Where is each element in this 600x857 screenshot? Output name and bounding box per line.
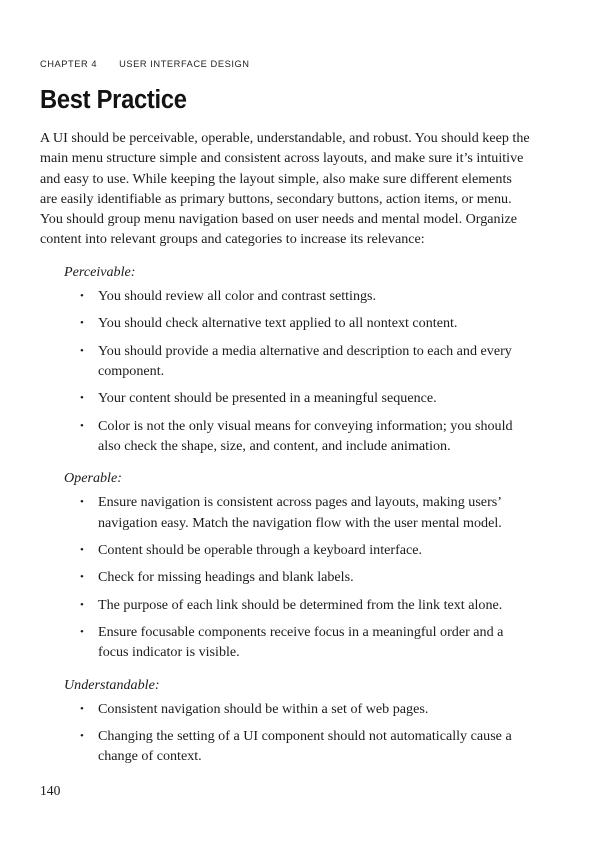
page-number: 140: [40, 783, 61, 798]
list-item: [40, 492, 532, 533]
bullet-icon: •: [80, 571, 84, 584]
list-item-text: The purpose of each link should be determined from the link text alone.: [98, 596, 503, 613]
group-label-understandable: Understandable:: [64, 676, 160, 693]
bullet-icon: •: [80, 317, 84, 330]
list-item: [40, 622, 532, 663]
group-understandable: [40, 675, 530, 767]
list-item: [40, 341, 532, 382]
bullet-icon: •: [80, 625, 84, 638]
running-head-chapter-title: USER INTERFACE DESIGN: [119, 59, 250, 69]
list-item: [40, 567, 532, 587]
bullet-icon: •: [80, 702, 84, 715]
list-item: [40, 388, 532, 408]
list-item-text: Ensure navigation is consistent across pages and layouts, making users’ navigation easy. Match the navigation flow with the user mental model.: [98, 494, 502, 531]
list-item-text: You should review all color and contrast settings.: [98, 288, 377, 305]
list-item-text: Content should be operable through a keyboard interface.: [98, 542, 423, 559]
list-item-text: You should check alternative text applied to all nontext content.: [98, 315, 458, 332]
list-item: [40, 286, 532, 306]
bullet-icon: •: [80, 598, 84, 611]
bullet-list-perceivable: [40, 286, 530, 456]
running-head: [40, 58, 530, 70]
group-label-perceivable: Perceivable:: [64, 263, 136, 280]
list-item-text: You should provide a media alternative and description to each and every component.: [98, 342, 512, 379]
list-item: [40, 595, 532, 615]
list-item: [40, 416, 532, 457]
list-item: [40, 540, 532, 560]
bullet-icon: •: [80, 544, 84, 557]
bullet-list-operable: [40, 492, 530, 662]
bullet-icon: •: [80, 290, 84, 303]
group-operable: [40, 468, 530, 662]
bullet-icon: •: [80, 730, 84, 743]
page-title: Best Practice: [40, 86, 187, 114]
list-item-text: Color is not the only visual means for conveying information; you should also check the shape, size, and content, and include animation.: [98, 417, 513, 454]
bullet-icon: •: [80, 496, 84, 509]
bullet-icon: •: [80, 419, 84, 432]
page-content: [40, 58, 530, 767]
bullet-icon: •: [80, 344, 84, 357]
bullet-icon: •: [80, 392, 84, 405]
list-item-text: Check for missing headings and blank labels.: [98, 569, 354, 586]
list-item-text: Your content should be presented in a meaningful sequence.: [98, 390, 437, 407]
list-item-text: Ensure focusable components receive focus in a meaningful order and a focus indicator is visible.: [98, 623, 504, 661]
running-head-chapter-label: CHAPTER 4: [40, 59, 98, 69]
list-item-text: Consistent navigation should be within a set of web pages.: [98, 700, 429, 717]
list-item-text: Changing the setting of a UI component should not automatically cause a change of context.: [98, 728, 512, 765]
intro-paragraph: A UI should be perceivable, operable, understandable, and robust. You should keep the main menu structure simple and consistent across layouts, and make sure it’s intuitive and easy to use. While keeping the layout simple, also make sure different elements are easily identifiable as primary buttons, secondary buttons, action items, or menu. You should group menu navigation based on user needs and mental model. Organize content into relevant groups and categories to increase its relevance:: [40, 130, 530, 248]
bullet-list-understandable: [40, 699, 530, 767]
list-item: [40, 313, 532, 333]
group-perceivable: [40, 262, 530, 456]
list-item: [40, 699, 532, 719]
list-item: [40, 726, 532, 767]
group-label-operable: Operable:: [64, 470, 122, 487]
